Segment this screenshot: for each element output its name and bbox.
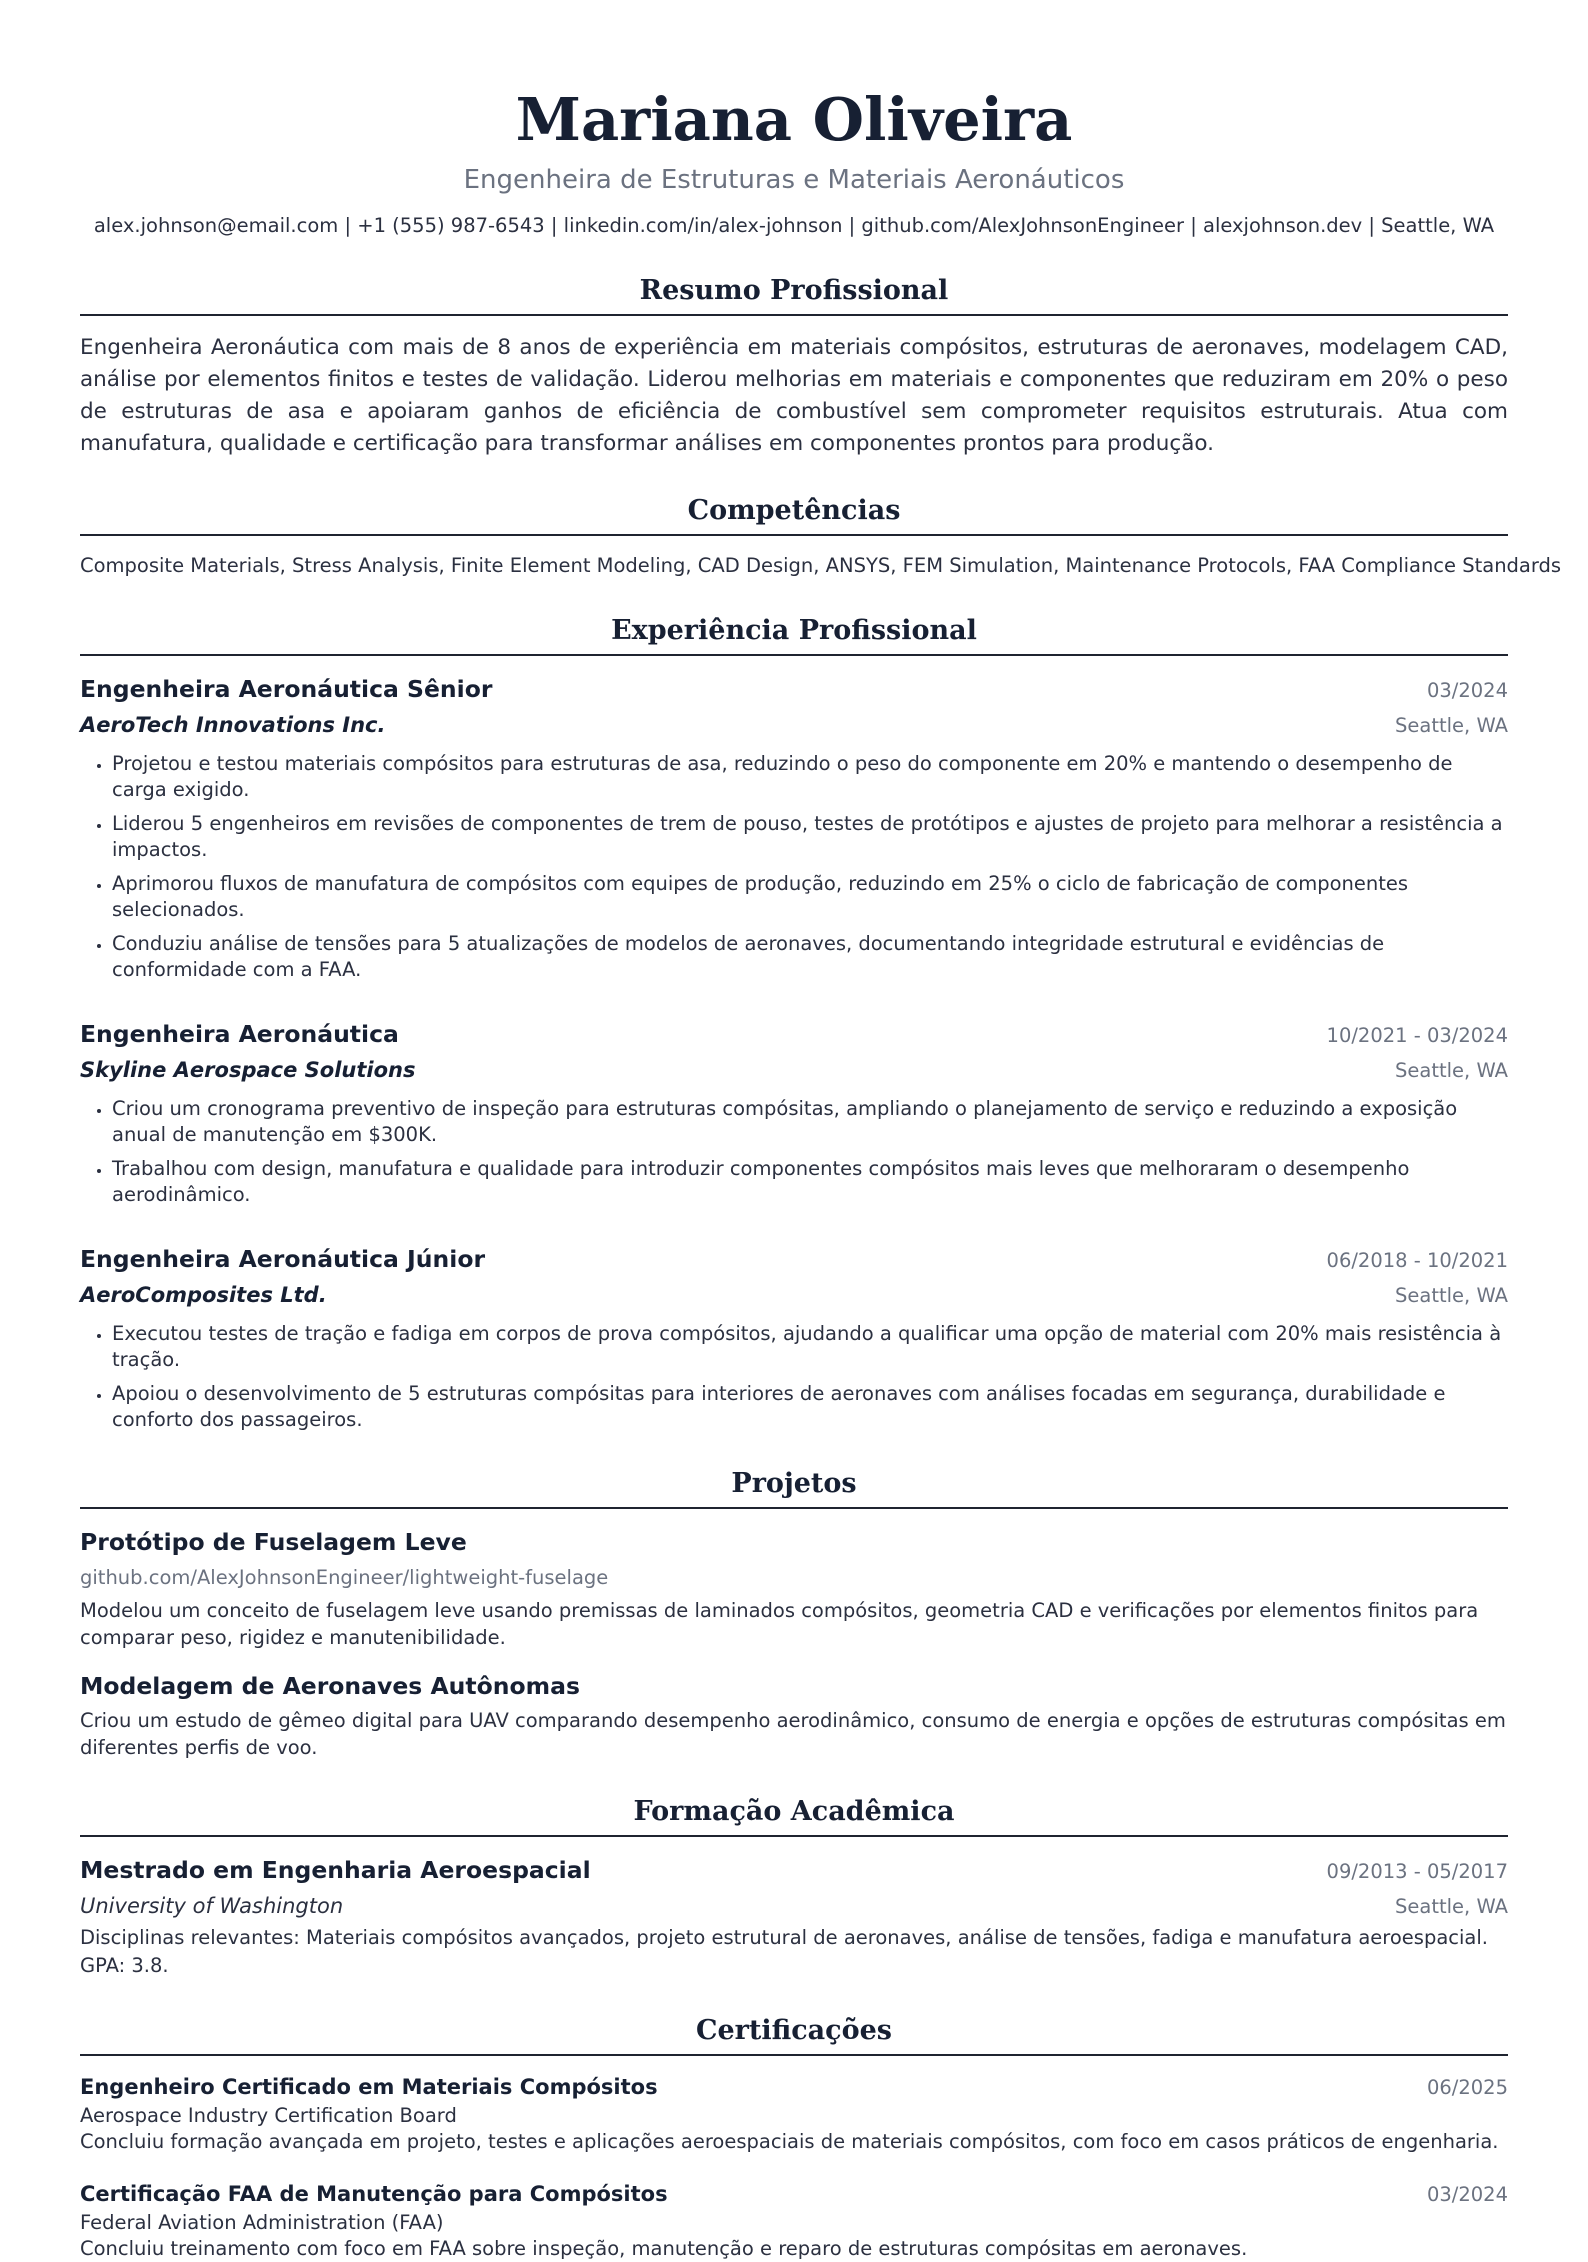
job-bullet: • Criou um cronograma preventivo de inspeção para estruturas compósitas, ampliando o planejamento de serviço e reduzindo a exposição anual de manutenção em $300K.: [112, 1096, 1508, 1148]
job-bullet: • Projetou e testou materiais compósitos para estruturas de asa, reduzindo o peso do componente em 20% e mantendo o desempenho de carga exigido.: [112, 751, 1508, 803]
summary-section: [80, 274, 1508, 460]
certification-entry: [80, 2072, 1508, 2155]
section-heading-certifications: Certificações: [80, 2014, 1508, 2056]
school-name: University of Washington: [80, 1894, 344, 1918]
certification-title: Certificação FAA de Manutenção para Compósitos: [80, 2182, 668, 2206]
job-location: Seattle, WA: [1395, 1284, 1508, 1307]
certification-description: Concluiu treinamento com foco em FAA sobre inspeção, manutenção e reparo de estruturas compósitas em aeronaves.: [80, 2237, 1248, 2260]
job-location: Seattle, WA: [1395, 714, 1508, 737]
certification-date: 06/2025: [1426, 2076, 1508, 2099]
job-company: AeroComposites Ltd.: [80, 1283, 327, 1307]
job-role: Engenheira Aeronáutica Júnior: [80, 1245, 486, 1273]
job-bullet: • Aprimorou fluxos de manufatura de compósitos com equipes de produção, reduzindo em 25% o ciclo de fabricação de componentes selecionados.: [112, 871, 1508, 923]
project-description: Criou um estudo de gêmeo digital para UAV comparando desempenho aerodinâmico, consumo de energia e opções de estruturas compósitas em diferentes perfis de voo.: [80, 1709, 1506, 1759]
summary-text: Engenheira Aeronáutica com mais de 8 anos de experiência em materiais compósitos, estruturas de aeronaves, modelagem CAD, análise por elementos finitos e testes de validação. Liderou melhorias em materiais e componentes que reduziram em 20% o peso de estruturas de asa e apoiaram ganhos de eficiência de combustível sem comprometer requisitos estruturais. Atua com manufatura, qualidade e certificação para transformar análises em componentes prontos para produção.: [80, 335, 1508, 456]
job-entry: [80, 672, 1508, 983]
certification-title: Engenheiro Certificado em Materiais Compósitos: [80, 2075, 658, 2099]
degree-title: Mestrado em Engenharia Aeroespacial: [80, 1856, 591, 1884]
job-date: 06/2018 - 10/2021: [1326, 1249, 1508, 1272]
candidate-title: Engenheira de Estruturas e Materiais Aeronáuticos: [463, 165, 1125, 195]
certification-date: 03/2024: [1426, 2183, 1508, 2206]
job-bullets: [80, 1096, 1508, 1208]
projects-section: [80, 1467, 1508, 1761]
job-bullet: • Conduziu análise de tensões para 5 atualizações de modelos de aeronaves, documentando integridade estrutural e evidências de conformidade com a FAA.: [112, 931, 1508, 983]
job-company: Skyline Aerospace Solutions: [80, 1058, 416, 1082]
job-bullets: [80, 751, 1508, 983]
skills-section: [80, 494, 1562, 580]
certification-entry: [80, 2179, 1508, 2262]
certifications-section: [80, 2014, 1508, 2262]
section-heading-experience: Experiência Profissional: [80, 614, 1508, 656]
project-title: Protótipo de Fuselagem Leve: [80, 1528, 467, 1556]
job-location: Seattle, WA: [1395, 1059, 1508, 1082]
section-heading-summary: Resumo Profissional: [80, 274, 1508, 316]
section-heading-education: Formação Acadêmica: [80, 1795, 1508, 1837]
project-link[interactable]: github.com/AlexJohnsonEngineer/lightweight-fuselage: [80, 1566, 609, 1589]
education-description: Disciplinas relevantes: Materiais compósitos avançados, projeto estrutural de aeronaves, análise de tensões, fadiga e manufatura aeroespacial. GPA: 3.8.: [80, 1926, 1488, 1977]
job-bullet: • Executou testes de tração e fadiga em corpos de prova compósitos, ajudando a qualificar uma opção de material com 20% mais resistência à tração.: [112, 1321, 1508, 1373]
section-heading-projects: Projetos: [80, 1467, 1508, 1509]
job-company: AeroTech Innovations Inc.: [80, 713, 386, 737]
certification-description: Concluiu formação avançada em projeto, testes e aplicações aeroespaciais de materiais compósitos, com foco em casos práticos de engenharia.: [80, 2130, 1499, 2153]
contact-line: alex.johnson@email.com | +1 (555) 987-6543 | linkedin.com/in/alex-johnson | github.com/AlexJohnsonEngineer | alexjohnson.dev | Seattle, WA: [93, 214, 1495, 237]
school-location: Seattle, WA: [1395, 1895, 1508, 1918]
education-date: 09/2013 - 05/2017: [1326, 1860, 1508, 1883]
project-entry: [80, 1669, 1508, 1761]
section-heading-skills: Competências: [80, 494, 1508, 536]
job-bullet: • Liderou 5 engenheiros em revisões de componentes de trem de pouso, testes de protótipos e ajustes de projeto para melhorar a resistência a impactos.: [112, 811, 1508, 863]
job-bullet: • Apoiou o desenvolvimento de 5 estruturas compósitas para interiores de aeronaves com análises focadas em segurança, durabilidade e conforto dos passageiros.: [112, 1381, 1508, 1433]
project-entry: [80, 1525, 1508, 1651]
education-entry: [80, 1853, 1508, 1980]
candidate-name: Mariana Oliveira: [515, 85, 1073, 154]
certification-issuer: Aerospace Industry Certification Board: [80, 2104, 457, 2127]
project-title: Modelagem de Aeronaves Autônomas: [80, 1672, 580, 1700]
job-date: 10/2021 - 03/2024: [1326, 1024, 1508, 1047]
education-section: [80, 1795, 1508, 1980]
job-role: Engenheira Aeronáutica: [80, 1020, 399, 1048]
job-entry: [80, 1242, 1508, 1433]
certification-issuer: Federal Aviation Administration (FAA): [80, 2211, 444, 2234]
skills-list: Composite Materials, Stress Analysis, Finite Element Modeling, CAD Design, ANSYS, FEM Simulation, Maintenance Protocols, FAA Compliance Standards: [80, 554, 1562, 577]
job-bullet: • Trabalhou com design, manufatura e qualidade para introduzir componentes compósitos mais leves que melhoraram o desempenho aerodinâmico.: [112, 1156, 1508, 1208]
job-role: Engenheira Aeronáutica Sênior: [80, 675, 493, 703]
job-bullets: [80, 1321, 1508, 1433]
experience-section: [80, 614, 1508, 1433]
job-entry: [80, 1017, 1508, 1208]
project-description: Modelou um conceito de fuselagem leve usando premissas de laminados compósitos, geometria CAD e verificações por elementos finitos para comparar peso, rigidez e manutenibilidade.: [80, 1599, 1479, 1649]
job-date: 03/2024: [1426, 679, 1508, 702]
